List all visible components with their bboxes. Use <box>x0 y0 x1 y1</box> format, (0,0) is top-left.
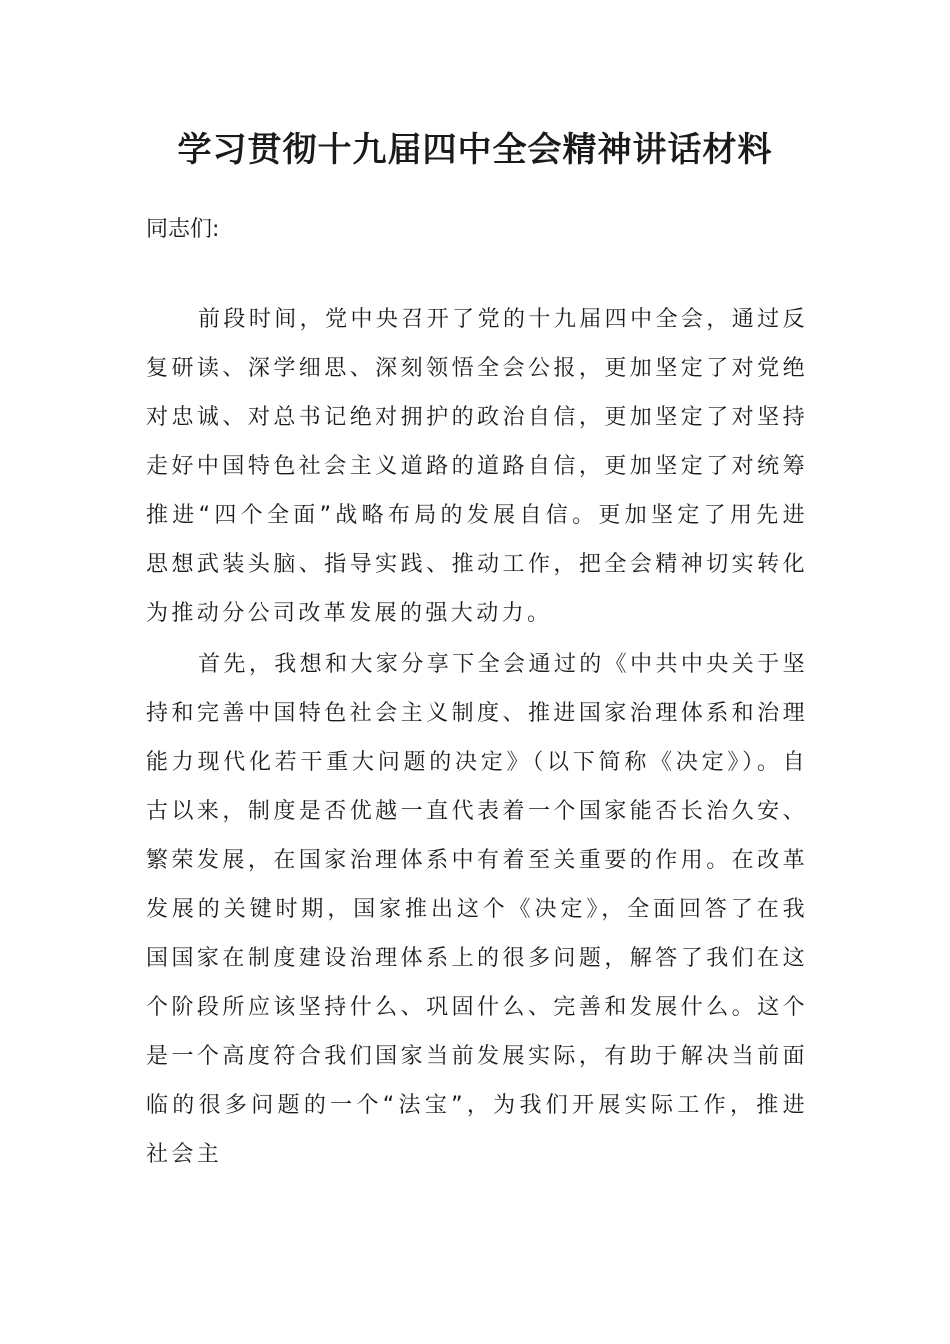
paragraph: 前段时间，党中央召开了党的十九届四中全会，通过反复研读、深学细思、深刻领悟全会公报，更加坚定了对党绝对忠诚、对总书记绝对拥护的政治自信，更加坚定了对坚持走好中国特色社会主义道路的道路自信，更加坚定了对统筹推进“四个全面”战略布局的发展自信。更加坚定了用先进思想武装头脑、指导实践、推动工作，把全会精神切实转化为推动分公司改革发展的强大动力。 <box>146 307 808 626</box>
document-title: 学习贯彻十九届四中全会精神讲话材料 <box>177 130 773 170</box>
salutation: 同志们: <box>146 217 220 242</box>
paragraph: 首先，我想和大家分享下全会通过的《中共中央关于坚持和完善中国特色社会主义制度、推进国家治理体系和治理能力现代化若干重大问题的决定》（以下简称《决定》）。自古以来，制度是否优越一直代表着一个国家能否长治久安、繁荣发展，在国家治理体系中有着至关重要的作用。在改革发展的关键时期，国家推出这个《决定》，全面回答了在我国国家在制度建设治理体系上的很多问题，解答了我们在这个阶段所应该坚持什么、巩固什么、完善和发展什么。这个是一个高度符合我们国家当前发展实际，有助于解决当前面临的很多问题的一个“法宝”，为我们开展实际工作，推进社会主 <box>146 652 808 1167</box>
